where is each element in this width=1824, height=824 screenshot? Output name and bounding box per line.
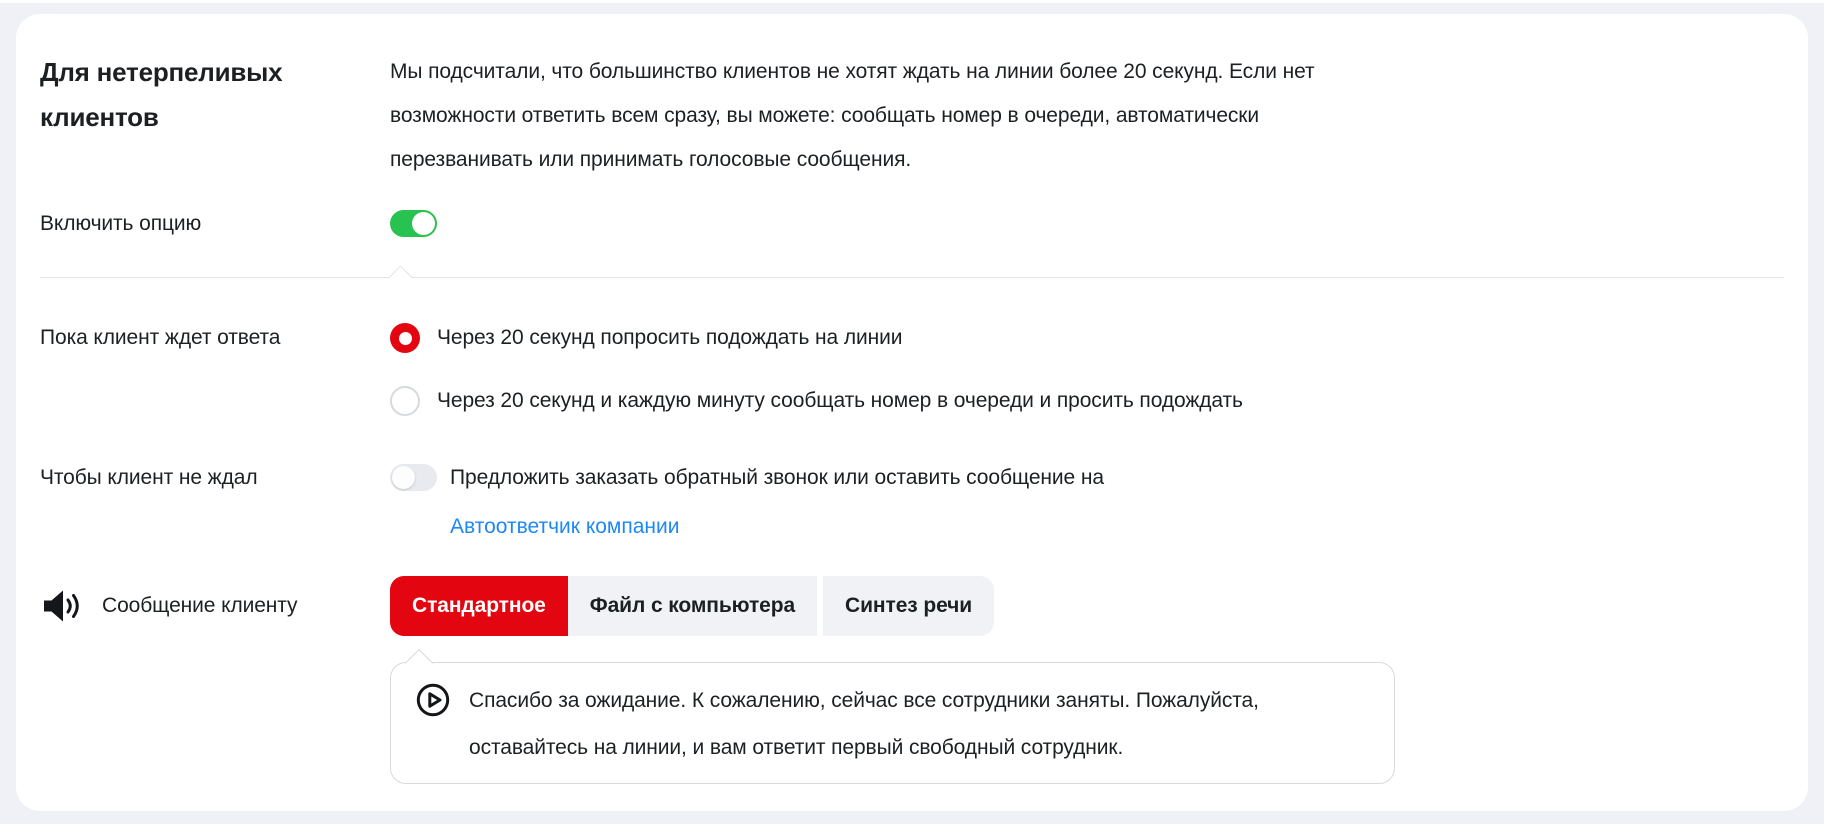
radio-option-queue-number[interactable] [390, 386, 1784, 416]
section-title [40, 50, 390, 140]
radio-unselected-icon[interactable] [390, 386, 420, 416]
section-title-line-2: клиентов [40, 102, 159, 132]
message-source-tabs [390, 576, 1784, 636]
description-line: перезванивать или принимать голосовые сообщения. [390, 148, 912, 171]
enable-option-label: Включить опцию [40, 212, 202, 235]
tab-file-from-computer[interactable]: Файл с компьютера [568, 576, 817, 636]
enable-option-row [40, 210, 1784, 237]
message-text-line: оставайтесь на линии, и вам ответит первый свободный сотрудник. [469, 736, 1124, 759]
tab-standard[interactable]: Стандартное [390, 576, 568, 636]
enable-option-toggle[interactable] [390, 210, 437, 237]
bubble-notch [405, 649, 433, 677]
radio-option-label: Через 20 секунд попросить подождать на линии [437, 326, 903, 349]
message-text-line: Спасибо за ожидание. К сожалению, сейчас все сотрудники заняты. Пожалуйста, [469, 689, 1259, 712]
no-wait-row [40, 464, 1784, 540]
client-message-row [40, 576, 1784, 784]
message-preview-box [390, 662, 1395, 784]
tab-speech-synthesis[interactable]: Синтез речи [823, 576, 994, 636]
client-message-label: Сообщение клиенту [102, 594, 298, 617]
radio-option-label: Через 20 секунд и каждую минуту сообщать номер в очереди и просить подождать [437, 389, 1243, 412]
no-wait-text: Предложить заказать обратный звонок или оставить сообщение на [450, 466, 1104, 489]
description-line: Мы подсчитали, что большинство клиентов не хотят ждать на линии более 20 секунд. Если нет [390, 60, 1315, 83]
no-wait-label: Чтобы клиент не ждал [40, 466, 258, 489]
description-line: возможности ответить всем сразу, вы можете: сообщать номер в очереди, автоматически [390, 104, 1260, 127]
radio-selected-icon[interactable] [390, 323, 420, 353]
settings-card [16, 14, 1808, 811]
section-description [390, 50, 1784, 182]
intro-row [40, 50, 1784, 182]
speaker-icon [40, 588, 82, 624]
divider-notch [388, 265, 412, 289]
radio-option-ask-to-wait[interactable] [390, 323, 1784, 353]
toggle-knob [412, 212, 435, 235]
while-waiting-row [40, 323, 1784, 416]
play-icon[interactable] [415, 682, 451, 718]
autoresponder-link[interactable]: Автоответчик компании [450, 515, 680, 538]
section-title-line-1: Для нетерпеливых [40, 57, 283, 87]
top-white-strip [0, 0, 1824, 3]
section-divider [40, 277, 1784, 278]
callback-toggle[interactable] [390, 464, 437, 491]
while-waiting-label: Пока клиент ждет ответа [40, 326, 281, 349]
toggle-knob [392, 466, 415, 489]
